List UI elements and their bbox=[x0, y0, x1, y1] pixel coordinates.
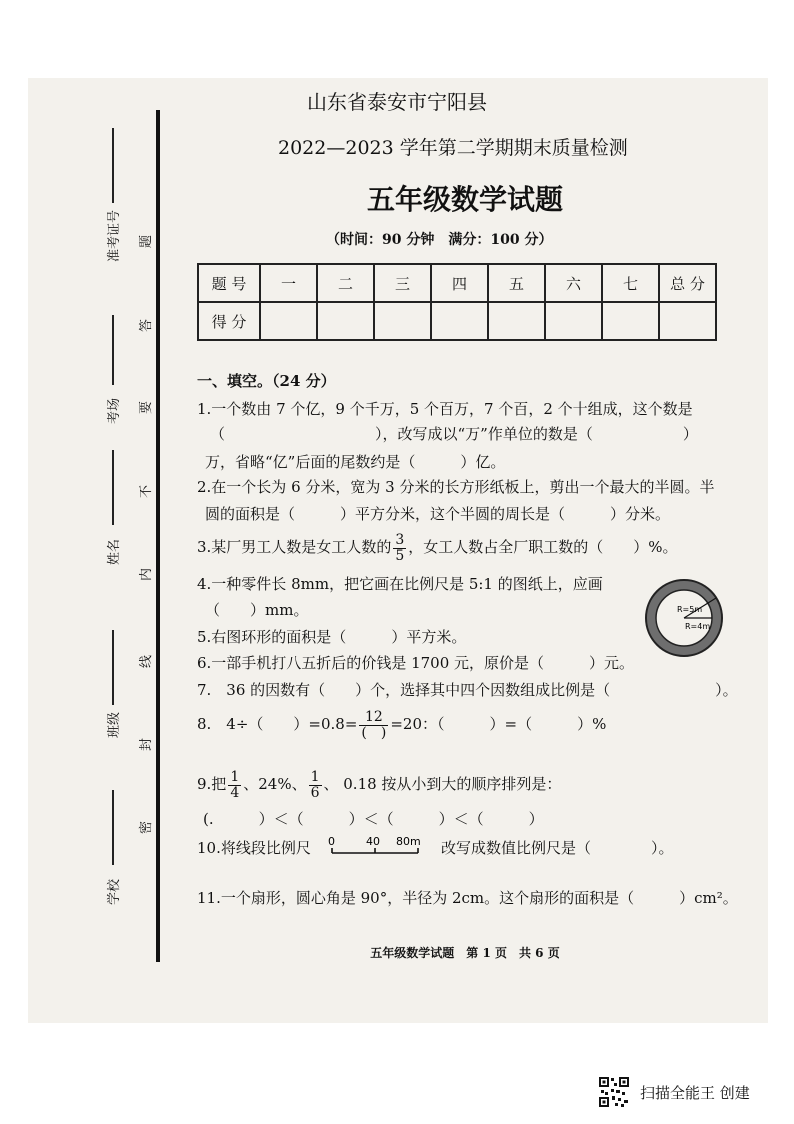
fraction-twelve-blank bbox=[359, 710, 388, 740]
question-7: 7. 36 的因数有（ ）个，选择其中四个因数组成比例是（ ）。 bbox=[197, 681, 738, 699]
question-1-line-3: 万，省略“亿”后面的尾数约是（ ）亿。 bbox=[205, 453, 506, 471]
term-title: 2022—2023 学年第二学期期末质量检测 bbox=[278, 137, 628, 159]
seal-char: 答 bbox=[139, 318, 155, 333]
ring-diagram bbox=[643, 577, 725, 659]
scale-label-80m: 80m bbox=[396, 835, 421, 848]
fraction-one-sixth bbox=[309, 770, 322, 800]
question-9-suffix: 、 0.18 按从小到大的顺序排列是： bbox=[323, 775, 562, 794]
seal-char: 题 bbox=[139, 234, 155, 249]
question-3 bbox=[197, 533, 678, 563]
score-cell[interactable] bbox=[545, 302, 602, 340]
question-1-line-2: （ ），改写成以“万”作单位的数是（ ） bbox=[210, 425, 698, 443]
qr-code-icon bbox=[598, 1076, 630, 1108]
score-cell[interactable] bbox=[488, 302, 545, 340]
class-underline bbox=[112, 630, 114, 705]
question-5: 5.右图环形的面积是（ ）平方米。 bbox=[197, 628, 467, 646]
exam-room-underline bbox=[112, 315, 114, 385]
seal-char: 内 bbox=[139, 567, 155, 582]
table-header-cell: 四 bbox=[431, 264, 488, 302]
question-2-line-1: 2.在一个长为 6 分米，宽为 3 分米的长方形纸板上，剪出一个最大的半圆。半 bbox=[197, 478, 715, 496]
question-3-suffix: ，女工人数占全厂职工数的（ ）%。 bbox=[408, 538, 678, 557]
seal-char: 封 bbox=[139, 737, 155, 752]
outer-radius-label: R=5m bbox=[677, 605, 703, 614]
label-exam-number: 准考证号 bbox=[107, 209, 122, 262]
exam-info: （时间：90 分钟 满分：100 分） bbox=[326, 232, 553, 248]
table-header-cell: 总 分 bbox=[659, 264, 716, 302]
score-cell[interactable] bbox=[260, 302, 317, 340]
seal-char: 线 bbox=[139, 654, 155, 669]
score-cell[interactable] bbox=[431, 302, 488, 340]
label-name: 姓名 bbox=[107, 538, 122, 565]
school-underline bbox=[112, 790, 114, 865]
question-9 bbox=[197, 770, 561, 800]
name-underline bbox=[112, 450, 114, 525]
label-school: 学校 bbox=[107, 878, 122, 905]
section-heading: 一、填空。（24 分） bbox=[197, 372, 336, 390]
page-footer: 五年级数学试题 第 1 页 共 6 页 bbox=[370, 946, 560, 960]
question-9-prefix: 9.把 bbox=[197, 775, 227, 794]
inner-radius-label: R=4m bbox=[685, 622, 711, 631]
score-cell[interactable] bbox=[602, 302, 659, 340]
question-8 bbox=[197, 710, 606, 740]
line-scale-bar bbox=[318, 831, 436, 861]
score-cell[interactable] bbox=[659, 302, 716, 340]
seal-char: 不 bbox=[139, 484, 155, 499]
fraction-denominator: 5 bbox=[395, 547, 405, 564]
question-9-answer-line: (. ）＜（ ）＜（ ）＜（ ） bbox=[203, 810, 544, 828]
fraction-denominator: 4 bbox=[230, 784, 240, 801]
question-10-suffix: 改写成数值比例尺是（ ）。 bbox=[441, 839, 674, 857]
table-header-cell: 一 bbox=[260, 264, 317, 302]
question-9-middle: 、24%、 bbox=[243, 775, 307, 794]
seal-char: 要 bbox=[139, 400, 155, 415]
label-exam-room: 考场 bbox=[107, 397, 122, 424]
scale-label-40: 40 bbox=[366, 835, 380, 848]
scale-label-0: 0 bbox=[328, 835, 335, 848]
fraction-numerator: 1 bbox=[230, 769, 240, 785]
table-header-cell: 六 bbox=[545, 264, 602, 302]
question-4-line-1: 4.一种零件长 8mm，把它画在比例尺是 5:1 的图纸上，应画 bbox=[197, 575, 603, 593]
scanner-watermark: 扫描全能王 创建 bbox=[640, 1084, 750, 1102]
score-cell[interactable] bbox=[374, 302, 431, 340]
question-4-line-2: （ ）mm。 bbox=[205, 601, 309, 619]
table-header-cell: 七 bbox=[602, 264, 659, 302]
seal-char: 密 bbox=[139, 820, 155, 835]
score-cell[interactable] bbox=[317, 302, 374, 340]
question-2-line-2: 圆的面积是（ ）平方分米，这个半圆的周长是（ ）分米。 bbox=[205, 505, 671, 523]
table-row bbox=[198, 264, 716, 302]
table-header-cell: 五 bbox=[488, 264, 545, 302]
table-header-cell: 题 号 bbox=[198, 264, 260, 302]
score-table bbox=[197, 263, 717, 341]
binding-line bbox=[156, 110, 160, 962]
question-11: 11.一个扇形，圆心角是 90°，半径为 2cm。这个扇形的面积是（ ）cm²。 bbox=[197, 889, 738, 907]
table-header-cell: 三 bbox=[374, 264, 431, 302]
score-label-cell: 得 分 bbox=[198, 302, 260, 340]
fraction-one-quarter bbox=[228, 770, 241, 800]
label-class: 班级 bbox=[107, 711, 122, 738]
fraction-numerator: 3 bbox=[395, 532, 405, 548]
fraction-denominator: ( ) bbox=[361, 724, 387, 741]
table-row bbox=[198, 302, 716, 340]
question-8-suffix: =20：（ ）=（ ）% bbox=[390, 715, 607, 734]
fraction-numerator: 12 bbox=[359, 710, 388, 726]
table-header-cell: 二 bbox=[317, 264, 374, 302]
fraction-three-fifths bbox=[393, 533, 406, 563]
fraction-denominator: 6 bbox=[310, 784, 320, 801]
exam-title: 五年级数学试题 bbox=[366, 183, 563, 216]
question-1-line-1: 1.一个数由 7 个亿，9 个千万，5 个百万，7 个百，2 个十组成，这个数是 bbox=[197, 400, 693, 418]
region-title: 山东省泰安市宁阳县 bbox=[307, 90, 487, 114]
question-6: 6.一部手机打八五折后的价钱是 1700 元，原价是（ ）元。 bbox=[197, 654, 635, 672]
fraction-numerator: 1 bbox=[310, 769, 320, 785]
question-8-prefix: 8. 4÷（ ）=0.8= bbox=[197, 715, 358, 734]
question-10-prefix: 10.将线段比例尺 bbox=[197, 839, 311, 857]
question-3-prefix: 3.某厂男工人数是女工人数的 bbox=[197, 538, 392, 557]
